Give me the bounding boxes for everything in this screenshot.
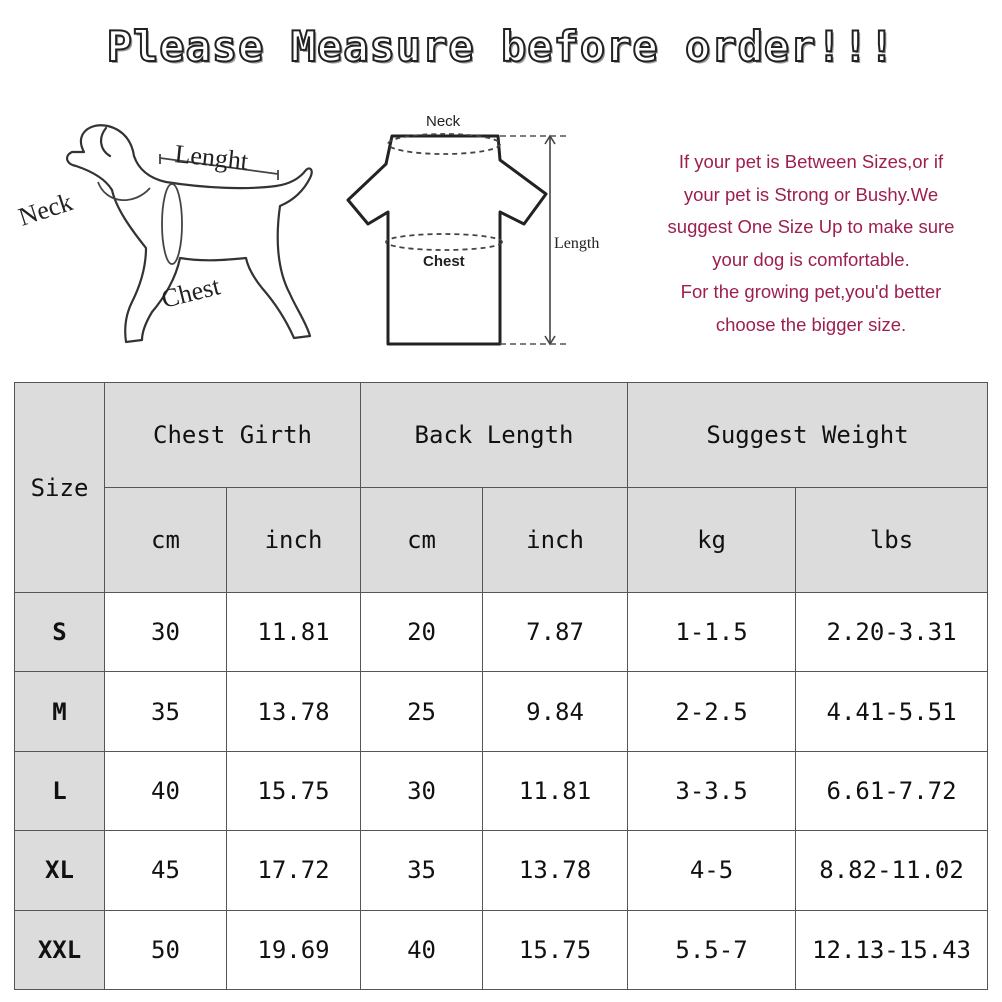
- advice-line: For the growing pet,you'd better: [680, 281, 942, 303]
- size-cell: S: [15, 593, 105, 672]
- shirt-measurement-diagram: [340, 108, 620, 358]
- suggest-weight-header: Suggest Weight: [628, 383, 988, 488]
- advice-line: choose the bigger size.: [715, 313, 907, 335]
- table-cell: 4.41-5.51: [796, 672, 988, 751]
- unit-header: cm: [361, 488, 483, 593]
- table-cell: 40: [361, 910, 483, 989]
- table-cell: 12.13-15.43: [796, 910, 988, 989]
- dog-length-label: Lenght: [173, 139, 250, 176]
- table-cell: 30: [361, 751, 483, 830]
- size-cell: XL: [15, 831, 105, 910]
- shirt-neck-label: Neck: [426, 113, 461, 130]
- table-row: [15, 593, 988, 672]
- table-cell: 20: [361, 593, 483, 672]
- table-cell: 7.87: [483, 593, 628, 672]
- table-cell: 50: [105, 910, 227, 989]
- table-cell: 13.78: [227, 672, 361, 751]
- table-row: [15, 672, 988, 751]
- unit-header: inch: [483, 488, 628, 593]
- table-cell: 40: [105, 751, 227, 830]
- table-cell: 2.20-3.31: [796, 593, 988, 672]
- table-cell: 19.69: [227, 910, 361, 989]
- table-cell: 17.72: [227, 831, 361, 910]
- table-cell: 25: [361, 672, 483, 751]
- table-cell: 6.61-7.72: [796, 751, 988, 830]
- size-cell: M: [15, 672, 105, 751]
- table-cell: 9.84: [483, 672, 628, 751]
- table-row: [15, 831, 988, 910]
- table-cell: 5.5-7: [628, 910, 796, 989]
- table-cell: 30: [105, 593, 227, 672]
- unit-header: cm: [105, 488, 227, 593]
- table-row: [15, 910, 988, 989]
- size-cell: L: [15, 751, 105, 830]
- chest-girth-header: Chest Girth: [105, 383, 361, 488]
- unit-header: lbs: [796, 488, 988, 593]
- dog-measurement-diagram: [14, 108, 324, 358]
- advice-line: If your pet is Between Sizes,or if: [678, 151, 944, 172]
- page-title: Please Measure before order!!!: [106, 22, 896, 71]
- shirt-chest-label: Chest: [423, 253, 465, 270]
- unit-header: inch: [227, 488, 361, 593]
- size-chart-table: [14, 382, 988, 990]
- advice-line: your pet is Strong or Bushy.We: [683, 183, 939, 205]
- table-row: [15, 751, 988, 830]
- sizing-advice: [626, 146, 996, 342]
- size-header: Size: [15, 383, 105, 593]
- advice-line: your dog is comfortable.: [712, 248, 910, 270]
- table-cell: 35: [105, 672, 227, 751]
- table-cell: 35: [361, 831, 483, 910]
- dog-neck-label: Neck: [14, 187, 77, 232]
- dog-chest-label: Chest: [158, 271, 223, 314]
- unit-header: kg: [628, 488, 796, 593]
- size-cell: XXL: [15, 910, 105, 989]
- table-cell: 15.75: [227, 751, 361, 830]
- advice-line: suggest One Size Up to make sure: [667, 216, 955, 238]
- table-cell: 1-1.5: [628, 593, 796, 672]
- back-length-header: Back Length: [361, 383, 628, 488]
- table-cell: 13.78: [483, 831, 628, 910]
- table-cell: 4-5: [628, 831, 796, 910]
- table-cell: 11.81: [483, 751, 628, 830]
- table-cell: 11.81: [227, 593, 361, 672]
- table-cell: 45: [105, 831, 227, 910]
- table-cell: 2-2.5: [628, 672, 796, 751]
- table-cell: 15.75: [483, 910, 628, 989]
- table-cell: 3-3.5: [628, 751, 796, 830]
- shirt-length-label: Length: [554, 235, 600, 252]
- table-cell: 8.82-11.02: [796, 831, 988, 910]
